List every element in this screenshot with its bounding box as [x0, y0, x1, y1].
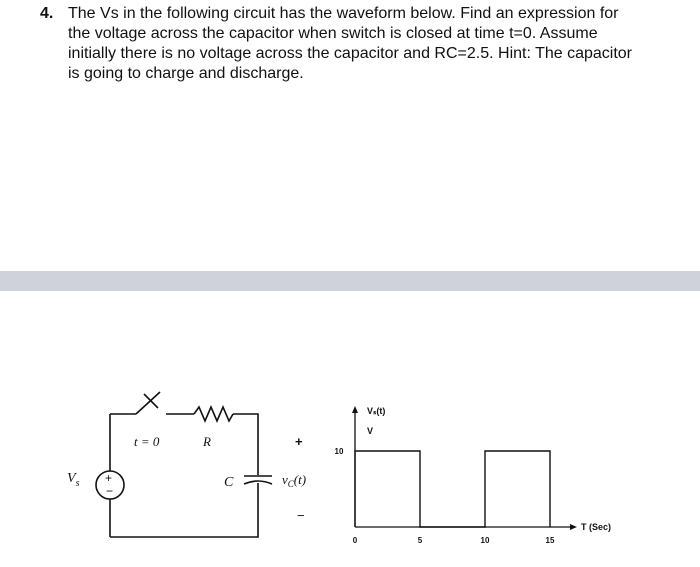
problem-line-3: initially there is no voltage across the capacitor and RC=2.5. Hint: The capacitor: [68, 45, 632, 62]
x-tick-label: 10: [480, 536, 490, 545]
y-tick-labels: [335, 447, 344, 456]
series-label: Vₛ(t): [367, 406, 386, 416]
y-axis-label: V: [367, 426, 374, 436]
problem-number: 4.: [40, 5, 54, 22]
x-axis-label: T (Sec): [581, 522, 612, 532]
capacitor-voltage-minus: −: [297, 508, 305, 523]
source-label-subscript: s: [75, 478, 80, 489]
capacitor-label: C: [224, 475, 234, 490]
switch-label: t = 0: [134, 434, 160, 449]
source-label-main: V: [67, 471, 76, 486]
wire-top-right: [233, 414, 258, 475]
x-tick-label: 15: [545, 536, 555, 545]
y-tick-label: 10: [334, 447, 344, 456]
x-tick-label: 5: [417, 536, 423, 545]
x-axis-arrow-icon: [570, 524, 577, 530]
resistor-label: R: [203, 434, 211, 449]
capacitor-voltage-label: [282, 472, 306, 489]
vc-label-argument: (t): [293, 472, 307, 487]
switch-blade-icon: [136, 392, 160, 414]
problem-line-4: is going to charge and discharge.: [68, 65, 304, 82]
waveform-series-line: [355, 451, 550, 527]
x-tick-labels: [353, 536, 555, 545]
wire-right-bottom: [110, 483, 258, 537]
source-label: [67, 471, 80, 489]
vc-label-main: v: [282, 472, 288, 487]
vc-label-subscript: C: [287, 479, 294, 489]
capacitor-voltage-plus: +: [295, 434, 303, 449]
source-minus-sign: −: [106, 484, 114, 498]
waveform-plot: [335, 406, 611, 545]
problem-line-2: the voltage across the capacitor when switch is closed at time t=0. Assume: [68, 25, 598, 42]
x-tick-label: 0: [352, 536, 358, 545]
circuit-diagram: [96, 392, 272, 537]
problem-line-1: The Vs in the following circuit has the waveform below. Find an expression for: [68, 5, 619, 22]
resistor-icon: [194, 407, 233, 421]
y-axis-arrow-icon: [352, 406, 358, 413]
source-plus-sign: +: [105, 471, 113, 485]
